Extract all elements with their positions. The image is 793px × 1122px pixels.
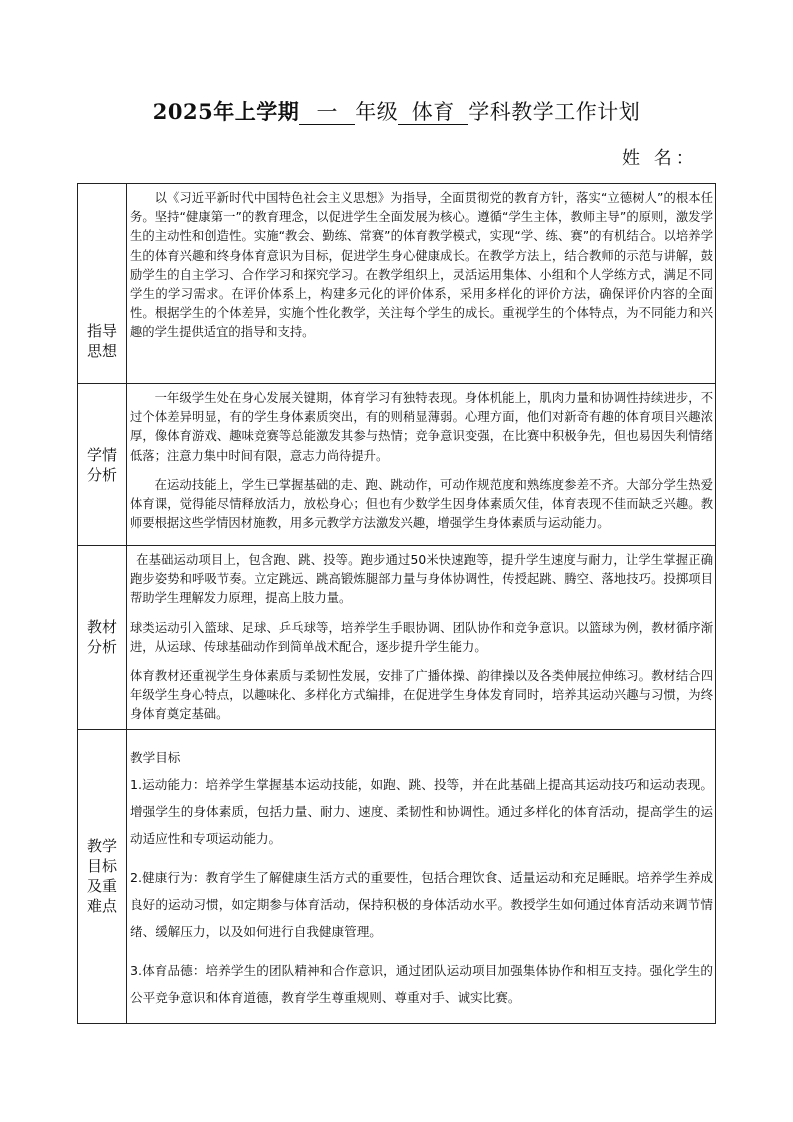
grade-suffix: 年级 <box>355 100 399 124</box>
label-material: 教材分析 <box>78 546 127 730</box>
row-goals <box>78 729 716 1023</box>
row-material <box>78 546 716 730</box>
guiding-paragraph: 以《习近平新时代中国特色社会主义思想》为指导，全面贯彻党的教育方针，落实“立德树人”的根本任务。坚持“健康第一”的教育理念，以促进学生全面发展为核心。遵循“学生主体，教师主导”的原则，激发学生的主动性和创造性。实施“教会、勤练、常赛”的体育教学模式，实现“学、练、赛”的有机结合。以培养学生的体育兴趣和终身体育意识为目标，促进学生身心健康成长。在教学方法上，结合教师的示范与讲解，鼓励学生的自主学习、合作学习和探究学习。在教学组织上，灵活运用集体、小组和个人学练方式，满足不同学生的学习需求。在评价体系上，构建多元化的评价体系，采用多样化的评价方法，确保评价内容的全面性。根据学生的个体差异，实施个性化教学，关注每个学生的成长。重视学生的个体特点，为不同能力和兴趣的学生提供适宜的指导和支持。 <box>130 191 713 340</box>
goals-heading: 教学目标 <box>130 749 181 765</box>
name-label: 姓 名： <box>622 148 698 169</box>
goals-label-line: 难点 <box>86 897 117 916</box>
content-material <box>127 546 716 730</box>
situation-paragraph-1: 一年级学生处在身心发展关键期，体育学习有独特表现。身体机能上，肌肉力量和协调性持续进步，不过个体差异明显，有的学生身体素质突出，有的则稍显薄弱。心理方面，他们对新奇有趣的体育项目兴趣浓厚，像体育游戏、趣味竞赛等总能激发其参与热情；竞争意识变强，在比赛中积极争先，但也易因失利情绪低落；注意力集中时间有限，意志力尚待提升。 <box>130 391 713 463</box>
grade-field: 一 <box>299 100 355 125</box>
document-title <box>0 96 793 126</box>
subject-field: 体育 <box>398 100 468 125</box>
content-situation <box>127 384 716 546</box>
row-guiding <box>78 184 716 384</box>
content-goals <box>127 729 716 1023</box>
title-suffix: 学科教学工作计划 <box>468 100 641 124</box>
plan-table <box>77 183 716 1024</box>
goal-item-health: 2.健康行为：教育学生了解健康生活方式的重要性，包括合理饮食、适量运动和充足睡眠。培养学生养成良好的运动习惯，如定期参与体育活动，保持积极的身体活动水平。教授学生如何通过体育活动来调节情绪、缓解压力，以及如何进行自我健康管理。 <box>130 869 713 939</box>
goals-label-line: 教学 <box>86 837 117 856</box>
material-paragraph-2: 球类运动引入篮球、足球、乒乓球等，培养学生手眼协调、团队协作和竞争意识。以篮球为例，教材循序渐进，从运球、传球基础动作到简单战术配合，逐步提升学生能力。 <box>130 620 713 654</box>
label-guiding: 指导思想 <box>78 184 127 384</box>
goal-item-motor: 1.运动能力：培养学生掌握基本运动技能，如跑、跳、投等，并在此基础上提高其运动技巧和运动表现。增强学生的身体素质，包括力量、耐力、速度、柔韧性和协调性。通过多样化的体育活动，提高学生的运动适应性和专项运动能力。 <box>130 776 713 846</box>
material-paragraph-3: 体育教材还重视学生身体素质与柔韧性发展，安排了广播体操、韵律操以及各类伸展拉伸练习。教材结合四年级学生身心特点，以趣味化、多样化方式编排，在促进学生身体发育同时，培养其运动兴趣与习惯，为终身体育奠定基础。 <box>130 669 713 722</box>
title-prefix: 2025年上学期 <box>152 99 300 124</box>
label-goals <box>78 729 127 1023</box>
material-paragraph-1: 在基础运动项目上，包含跑、跳、投等。跑步通过50米快速跑等，提升学生速度与耐力，让学生掌握正确跑步姿势和呼吸节奏。立定跳远、跳高锻炼腿部力量与身体协调性，传授起跳、腾空、落地技巧。投掷项目帮助学生理解发力原理，提高上肢力量。 <box>130 553 713 606</box>
goal-item-ethics: 3.体育品德：培养学生的团队精神和合作意识，通过团队运动项目加强集体协作和相互支持。强化学生的公平竞争意识和体育道德，教育学生尊重规则、尊重对手、诚实比赛。 <box>130 962 713 1005</box>
goals-label-line: 及重 <box>86 877 117 896</box>
label-situation: 学情分析 <box>78 384 127 546</box>
row-situation <box>78 384 716 546</box>
content-guiding <box>127 184 716 384</box>
situation-paragraph-2: 在运动技能上，学生已掌握基础的走、跑、跳动作，可动作规范度和熟练度参差不齐。大部分学生热爱体育课，觉得能尽情释放活力，放松身心；但也有少数学生因身体素质欠佳，体育表现不佳而缺乏兴趣。教师要根据这些学情因材施教，用多元教学方法激发兴趣，增强学生身体素质与运动能力。 <box>130 477 713 531</box>
goals-label-line: 目标 <box>86 857 117 876</box>
